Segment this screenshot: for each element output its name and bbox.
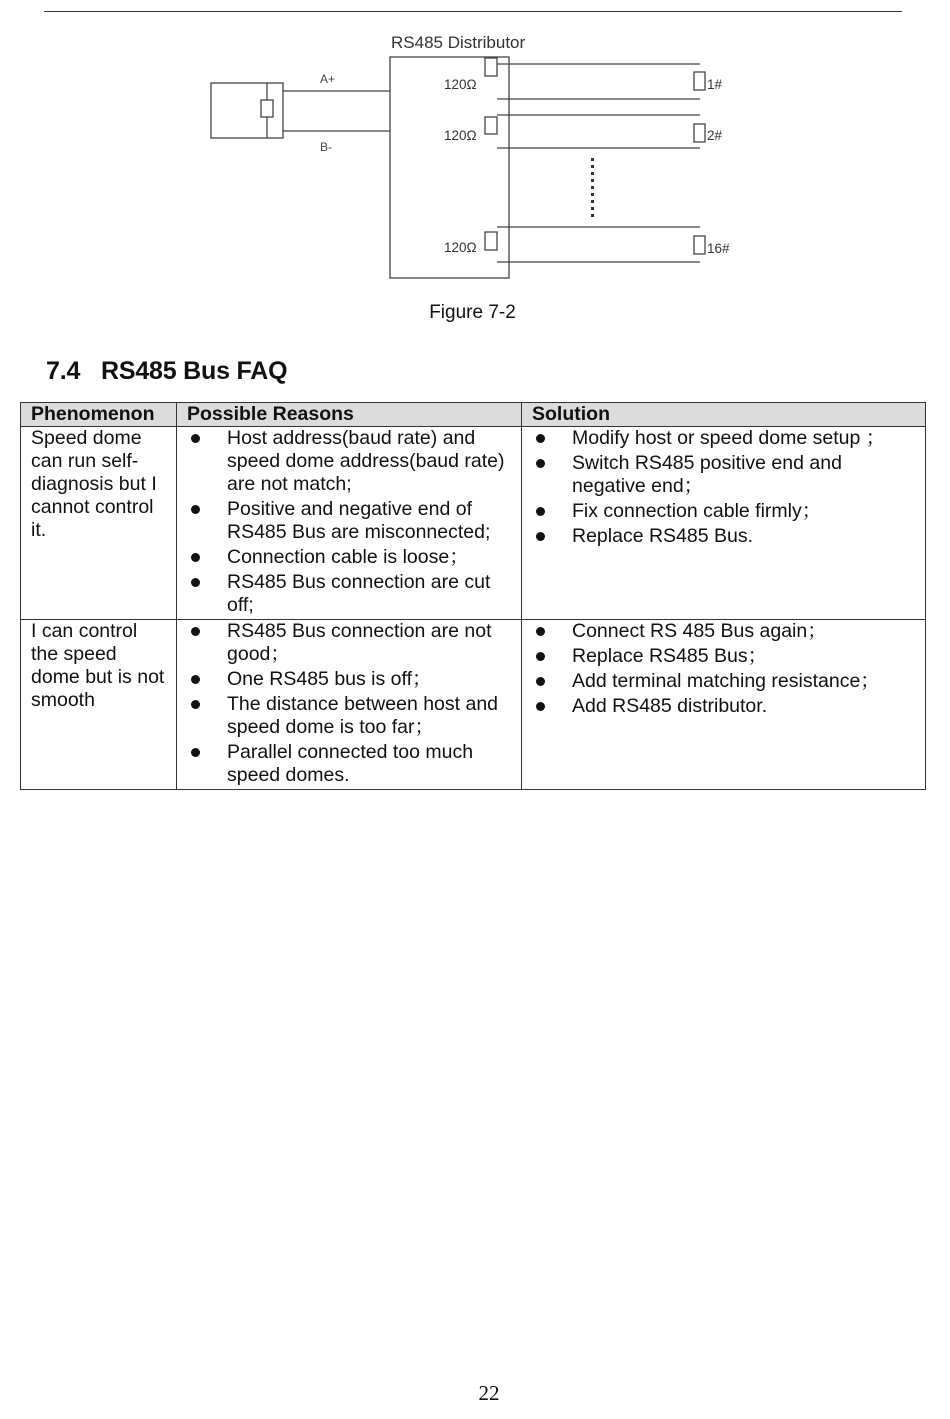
output-label-2: 2# [707, 128, 723, 143]
output-2-box [694, 124, 705, 142]
resistor-label-1: 120Ω [444, 77, 477, 92]
section-title: RS485 Bus FAQ [101, 357, 288, 385]
reason-item: One RS485 bus is off； [187, 668, 511, 691]
reason-item: RS485 Bus connection are not good； [187, 620, 511, 666]
solution-item: Connect RS 485 Bus again； [532, 620, 915, 643]
table-row [21, 620, 926, 790]
header-solution: Solution [522, 403, 926, 427]
reason-item: The distance between host and speed dome is too far； [187, 693, 511, 739]
phenomenon-cell: I can control the speed dome but is not smooth [21, 620, 177, 790]
reason-item: RS485 Bus connection are cut off; [187, 571, 511, 617]
solution-item: Add terminal matching resistance； [532, 670, 915, 693]
solutions-cell [522, 427, 926, 620]
reason-item: Parallel connected too much speed domes. [187, 741, 511, 787]
diagram-title: RS485 Distributor [391, 33, 526, 52]
solution-item: Replace RS485 Bus； [532, 645, 915, 668]
output-1-box [694, 72, 705, 90]
a-plus-label: A+ [320, 72, 336, 86]
solution-item: Switch RS485 positive end and negative end； [532, 452, 915, 498]
output-label-1: 1# [707, 77, 723, 92]
host-device-box [211, 83, 283, 138]
faq-table [20, 402, 926, 790]
reason-item: Connection cable is loose； [187, 546, 511, 569]
host-resistor [261, 100, 273, 117]
header-phenomenon: Phenomenon [21, 403, 177, 427]
solution-item: Fix connection cable firmly； [532, 500, 915, 523]
header-rule [44, 11, 902, 12]
reason-item: Host address(baud rate) and speed dome address(baud rate) are not match; [187, 427, 511, 496]
table-header-row [21, 403, 926, 427]
header-possible-reasons: Possible Reasons [177, 403, 522, 427]
b-minus-label: B- [320, 140, 332, 154]
table-row [21, 427, 926, 620]
solutions-cell [522, 620, 926, 790]
page-number: 22 [478, 1381, 500, 1405]
phenomenon-cell: Speed dome can run self-diagnosis but I cannot control it. [21, 427, 177, 620]
continuation-dots [591, 158, 594, 217]
section-number: 7.4 [46, 357, 81, 385]
reasons-cell [177, 620, 522, 790]
resistor-label-16: 120Ω [444, 240, 477, 255]
solution-item: Add RS485 distributor. [532, 695, 915, 718]
solution-item: Replace RS485 Bus. [532, 525, 915, 548]
reason-item: Positive and negative end of RS485 Bus are misconnected; [187, 498, 511, 544]
rs485-distributor-diagram [200, 24, 760, 290]
output-label-16: 16# [707, 241, 730, 256]
resistor-label-2: 120Ω [444, 128, 477, 143]
solution-item: Modify host or speed dome setup ； [532, 427, 915, 450]
section-heading [46, 357, 287, 386]
output-16-box [694, 236, 705, 254]
figure-caption: Figure 7-2 [429, 302, 516, 323]
reasons-cell [177, 427, 522, 620]
